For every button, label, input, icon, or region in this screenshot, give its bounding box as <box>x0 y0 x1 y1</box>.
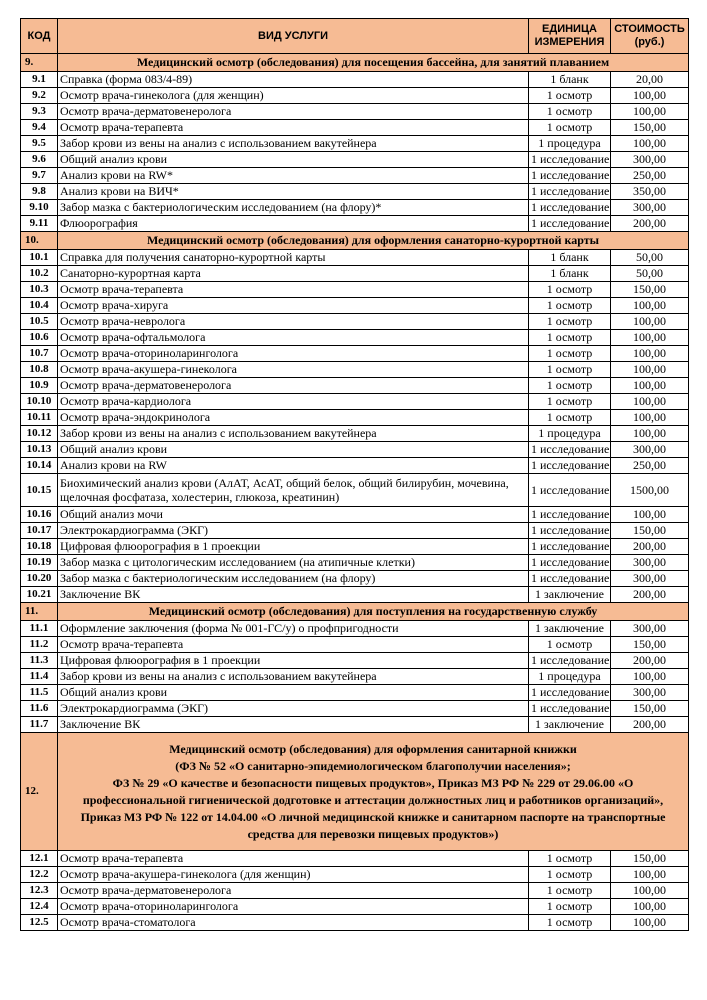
row-code: 11.7 <box>21 717 58 733</box>
row-cost: 100,00 <box>611 378 689 394</box>
section-row-12 <box>21 733 689 851</box>
row-code: 10.12 <box>21 426 58 442</box>
row-cost: 300,00 <box>611 442 689 458</box>
price-list-table <box>20 18 689 931</box>
row-unit: 1 осмотр <box>529 88 611 104</box>
table-row <box>21 314 689 330</box>
row-unit: 1 исследование <box>529 701 611 717</box>
row-service: Осмотр врача-терапевта <box>58 637 529 653</box>
section-code: 9. <box>21 54 58 72</box>
row-cost: 150,00 <box>611 701 689 717</box>
row-service: Осмотр врача-гинеколога (для женщин) <box>58 88 529 104</box>
table-row <box>21 250 689 266</box>
row-cost: 100,00 <box>611 330 689 346</box>
row-code: 10.14 <box>21 458 58 474</box>
row-cost: 1500,00 <box>611 474 689 507</box>
row-unit: 1 исследование <box>529 442 611 458</box>
row-code: 11.1 <box>21 621 58 637</box>
row-cost: 200,00 <box>611 653 689 669</box>
row-cost: 100,00 <box>611 104 689 120</box>
row-cost: 100,00 <box>611 314 689 330</box>
row-service-line: Биохимический анализ крови (АлАТ, АсАТ, общий белок, общий билирубин, мочевина, <box>60 476 509 490</box>
row-unit: 1 исследование <box>529 152 611 168</box>
row-unit: 1 бланк <box>529 72 611 88</box>
row-code: 10.15 <box>21 474 58 507</box>
row-service: Осмотр врача-терапевта <box>58 120 529 136</box>
row-service: Заключение ВК <box>58 587 529 603</box>
row-code: 10.16 <box>21 507 58 523</box>
row-service-line: щелочная фосфатаза, холестерин, глюкоза, креатинин) <box>60 490 340 504</box>
row-unit: 1 исследование <box>529 200 611 216</box>
header-service: ВИД УСЛУГИ <box>58 19 529 54</box>
table-row <box>21 168 689 184</box>
table-header-row <box>21 19 689 54</box>
row-service: Флюорография <box>58 216 529 232</box>
row-service: Осмотр врача-оториноларинголога <box>58 899 529 915</box>
row-code: 11.4 <box>21 669 58 685</box>
header-code: КОД <box>21 19 58 54</box>
table-row <box>21 72 689 88</box>
row-cost: 100,00 <box>611 669 689 685</box>
row-cost: 200,00 <box>611 717 689 733</box>
row-service: Оформление заключения (форма № 001-ГС/у) о профпригодности <box>58 621 529 637</box>
row-cost: 100,00 <box>611 883 689 899</box>
row-code: 11.6 <box>21 701 58 717</box>
row-unit: 1 осмотр <box>529 394 611 410</box>
table-row <box>21 136 689 152</box>
header-unit-line2: ИЗМЕРЕНИЯ <box>534 36 605 48</box>
table-row <box>21 717 689 733</box>
row-unit: 1 осмотр <box>529 330 611 346</box>
table-row <box>21 152 689 168</box>
row-code: 10.1 <box>21 250 58 266</box>
row-unit: 1 исследование <box>529 216 611 232</box>
row-cost: 200,00 <box>611 216 689 232</box>
table-row <box>21 587 689 603</box>
row-cost: 20,00 <box>611 72 689 88</box>
row-code: 9.3 <box>21 104 58 120</box>
row-unit: 1 бланк <box>529 266 611 282</box>
row-cost: 100,00 <box>611 136 689 152</box>
row-unit: 1 осмотр <box>529 314 611 330</box>
table-row <box>21 378 689 394</box>
row-service: Забор крови из вены на анализ с использованием вакутейнера <box>58 136 529 152</box>
row-code: 9.8 <box>21 184 58 200</box>
row-code: 10.6 <box>21 330 58 346</box>
row-service: Справка (форма 083/4-89) <box>58 72 529 88</box>
row-unit: 1 осмотр <box>529 346 611 362</box>
row-service: Осмотр врача-стоматолога <box>58 915 529 931</box>
row-code: 10.4 <box>21 298 58 314</box>
table-row <box>21 88 689 104</box>
row-cost: 300,00 <box>611 621 689 637</box>
row-unit: 1 осмотр <box>529 867 611 883</box>
row-service: Анализ крови на RW <box>58 458 529 474</box>
table-row <box>21 555 689 571</box>
row-cost: 150,00 <box>611 120 689 136</box>
row-service: Осмотр врача-эндокринолога <box>58 410 529 426</box>
header-cost-line2: (руб.) <box>634 36 665 48</box>
row-code: 9.11 <box>21 216 58 232</box>
row-code: 9.2 <box>21 88 58 104</box>
row-cost: 250,00 <box>611 458 689 474</box>
table-row <box>21 539 689 555</box>
row-unit: 1 осмотр <box>529 362 611 378</box>
row-code: 10.11 <box>21 410 58 426</box>
row-unit: 1 осмотр <box>529 104 611 120</box>
row-unit: 1 исследование <box>529 523 611 539</box>
row-service: Осмотр врача-дерматовенеролога <box>58 104 529 120</box>
table-row <box>21 216 689 232</box>
section-row-9 <box>21 54 689 72</box>
table-row <box>21 474 689 507</box>
row-code: 9.6 <box>21 152 58 168</box>
row-cost: 300,00 <box>611 571 689 587</box>
row-code: 9.5 <box>21 136 58 152</box>
row-unit: 1 исследование <box>529 653 611 669</box>
row-code: 10.8 <box>21 362 58 378</box>
table-row <box>21 330 689 346</box>
row-service: Справка для получения санаторно-курортной карты <box>58 250 529 266</box>
row-code: 9.7 <box>21 168 58 184</box>
row-code: 10.13 <box>21 442 58 458</box>
section-title <box>58 733 689 851</box>
table-row <box>21 637 689 653</box>
row-unit: 1 заключение <box>529 587 611 603</box>
row-unit: 1 процедура <box>529 136 611 152</box>
table-row <box>21 915 689 931</box>
section-title-line: Медицинский осмотр (обследования) для оформления санитарной книжки <box>169 741 577 756</box>
row-unit: 1 исследование <box>529 571 611 587</box>
table-row <box>21 410 689 426</box>
row-cost: 150,00 <box>611 851 689 867</box>
header-cost <box>611 19 689 54</box>
row-code: 12.3 <box>21 883 58 899</box>
row-unit: 1 осмотр <box>529 899 611 915</box>
row-unit: 1 исследование <box>529 458 611 474</box>
table-row <box>21 883 689 899</box>
row-service: Осмотр врача-терапевта <box>58 282 529 298</box>
row-unit: 1 бланк <box>529 250 611 266</box>
row-cost: 150,00 <box>611 637 689 653</box>
table-row <box>21 458 689 474</box>
row-code: 10.21 <box>21 587 58 603</box>
row-cost: 100,00 <box>611 88 689 104</box>
header-cost-line1: СТОИМОСТЬ <box>614 23 685 35</box>
row-service: Анализ крови на RW* <box>58 168 529 184</box>
row-code: 10.2 <box>21 266 58 282</box>
section-title-line: средства для перевозки пищевых продуктов») <box>247 826 499 841</box>
table-row <box>21 621 689 637</box>
table-row <box>21 426 689 442</box>
table-row <box>21 867 689 883</box>
row-unit: 1 исследование <box>529 184 611 200</box>
row-service: Осмотр врача-оториноларинголога <box>58 346 529 362</box>
row-cost: 100,00 <box>611 362 689 378</box>
table-row <box>21 282 689 298</box>
row-cost: 100,00 <box>611 867 689 883</box>
row-service: Электрокардиограмма (ЭКГ) <box>58 701 529 717</box>
row-cost: 300,00 <box>611 200 689 216</box>
table-row <box>21 266 689 282</box>
row-service: Осмотр врача-акушера-гинеколога <box>58 362 529 378</box>
table-row <box>21 120 689 136</box>
row-cost: 300,00 <box>611 152 689 168</box>
row-code: 9.1 <box>21 72 58 88</box>
row-cost: 300,00 <box>611 555 689 571</box>
row-cost: 100,00 <box>611 298 689 314</box>
row-service <box>58 474 529 507</box>
table-row <box>21 685 689 701</box>
row-code: 10.7 <box>21 346 58 362</box>
table-row <box>21 523 689 539</box>
section-row-10 <box>21 232 689 250</box>
section-title: Медицинский осмотр (обследования) для посещения бассейна, для занятий плаванием <box>58 54 689 72</box>
row-code: 10.5 <box>21 314 58 330</box>
section-title-line: ФЗ № 29 «О качестве и безопасности пищевых продуктов», Приказ МЗ РФ № 229 от 29.06.00 «О <box>112 775 634 790</box>
row-service: Осмотр врача-дерматовенеролога <box>58 378 529 394</box>
row-code: 11.2 <box>21 637 58 653</box>
row-unit: 1 осмотр <box>529 637 611 653</box>
row-code: 9.10 <box>21 200 58 216</box>
row-service: Забор мазка с цитологическим исследованием (на атипичные клетки) <box>58 555 529 571</box>
header-unit <box>529 19 611 54</box>
row-cost: 50,00 <box>611 250 689 266</box>
row-code: 12.4 <box>21 899 58 915</box>
table-row <box>21 394 689 410</box>
row-cost: 100,00 <box>611 899 689 915</box>
section-title: Медицинский осмотр (обследования) для поступления на государственную службу <box>58 603 689 621</box>
table-row <box>21 346 689 362</box>
row-service: Осмотр врача-невролога <box>58 314 529 330</box>
row-service: Цифровая флюорография в 1 проекции <box>58 539 529 555</box>
row-cost: 100,00 <box>611 507 689 523</box>
row-code: 11.3 <box>21 653 58 669</box>
table-row <box>21 104 689 120</box>
row-unit: 1 осмотр <box>529 410 611 426</box>
row-service: Осмотр врача-хируга <box>58 298 529 314</box>
row-service: Осмотр врача-дерматовенеролога <box>58 883 529 899</box>
row-code: 10.9 <box>21 378 58 394</box>
row-service: Санаторно-курортная карта <box>58 266 529 282</box>
row-unit: 1 заключение <box>529 717 611 733</box>
table-row <box>21 507 689 523</box>
table-row <box>21 362 689 378</box>
row-cost: 200,00 <box>611 539 689 555</box>
row-service: Забор мазка с бактериологическим исследованием (на флору)* <box>58 200 529 216</box>
table-row <box>21 571 689 587</box>
table-row <box>21 442 689 458</box>
row-service: Забор крови из вены на анализ с использованием вакутейнера <box>58 669 529 685</box>
table-row <box>21 851 689 867</box>
row-code: 12.5 <box>21 915 58 931</box>
row-unit: 1 исследование <box>529 474 611 507</box>
row-unit: 1 исследование <box>529 539 611 555</box>
row-service: Осмотр врача-кардиолога <box>58 394 529 410</box>
row-cost: 100,00 <box>611 410 689 426</box>
row-service: Общий анализ крови <box>58 685 529 701</box>
row-service: Осмотр врача-терапевта <box>58 851 529 867</box>
row-unit: 1 осмотр <box>529 851 611 867</box>
section-title-line: (ФЗ № 52 «О санитарно-эпидемиологическом благополучии населения»; <box>175 758 571 773</box>
row-code: 10.18 <box>21 539 58 555</box>
row-cost: 350,00 <box>611 184 689 200</box>
section-code: 12. <box>21 733 58 851</box>
row-unit: 1 исследование <box>529 685 611 701</box>
row-code: 10.19 <box>21 555 58 571</box>
row-unit: 1 осмотр <box>529 282 611 298</box>
section-code: 11. <box>21 603 58 621</box>
row-cost: 150,00 <box>611 282 689 298</box>
table-row <box>21 298 689 314</box>
row-service: Анализ крови на ВИЧ* <box>58 184 529 200</box>
row-cost: 300,00 <box>611 685 689 701</box>
row-service: Цифровая флюорография в 1 проекции <box>58 653 529 669</box>
row-cost: 100,00 <box>611 346 689 362</box>
row-code: 10.17 <box>21 523 58 539</box>
row-service: Общий анализ мочи <box>58 507 529 523</box>
row-code: 10.10 <box>21 394 58 410</box>
row-cost: 50,00 <box>611 266 689 282</box>
row-service: Общий анализ крови <box>58 442 529 458</box>
row-unit: 1 процедура <box>529 426 611 442</box>
row-unit: 1 заключение <box>529 621 611 637</box>
table-row <box>21 701 689 717</box>
row-unit: 1 исследование <box>529 555 611 571</box>
row-code: 12.1 <box>21 851 58 867</box>
row-service: Электрокардиограмма (ЭКГ) <box>58 523 529 539</box>
row-cost: 100,00 <box>611 426 689 442</box>
row-service: Заключение ВК <box>58 717 529 733</box>
section-title-line: Приказ МЗ РФ № 122 от 14.04.00 «О личной медицинской книжке и санитарном паспорте на транспортные <box>80 809 666 824</box>
row-service: Забор мазка с бактериологическим исследованием (на флору) <box>58 571 529 587</box>
table-row <box>21 200 689 216</box>
row-unit: 1 исследование <box>529 507 611 523</box>
row-unit: 1 исследование <box>529 168 611 184</box>
row-unit: 1 осмотр <box>529 378 611 394</box>
row-service: Забор крови из вены на анализ с использованием вакутейнера <box>58 426 529 442</box>
row-unit: 1 осмотр <box>529 915 611 931</box>
row-cost: 250,00 <box>611 168 689 184</box>
row-cost: 100,00 <box>611 394 689 410</box>
row-service: Общий анализ крови <box>58 152 529 168</box>
section-row-11 <box>21 603 689 621</box>
row-code: 10.3 <box>21 282 58 298</box>
row-cost: 100,00 <box>611 915 689 931</box>
section-code: 10. <box>21 232 58 250</box>
row-unit: 1 осмотр <box>529 883 611 899</box>
row-unit: 1 процедура <box>529 669 611 685</box>
table-row <box>21 184 689 200</box>
table-row <box>21 899 689 915</box>
row-code: 11.5 <box>21 685 58 701</box>
header-unit-line1: ЕДИНИЦА <box>542 23 597 35</box>
section-title-line: профессиональной гигиенической додготовке и аттестации должностных лиц и работников организаций», <box>82 792 664 807</box>
row-service: Осмотр врача-офтальмолога <box>58 330 529 346</box>
row-service: Осмотр врача-акушера-гинеколога (для женщин) <box>58 867 529 883</box>
row-cost: 200,00 <box>611 587 689 603</box>
row-code: 9.4 <box>21 120 58 136</box>
table-row <box>21 669 689 685</box>
row-code: 12.2 <box>21 867 58 883</box>
row-unit: 1 осмотр <box>529 120 611 136</box>
row-code: 10.20 <box>21 571 58 587</box>
row-unit: 1 осмотр <box>529 298 611 314</box>
section-title: Медицинский осмотр (обследования) для оформления санаторно-курортной карты <box>58 232 689 250</box>
row-cost: 150,00 <box>611 523 689 539</box>
table-row <box>21 653 689 669</box>
